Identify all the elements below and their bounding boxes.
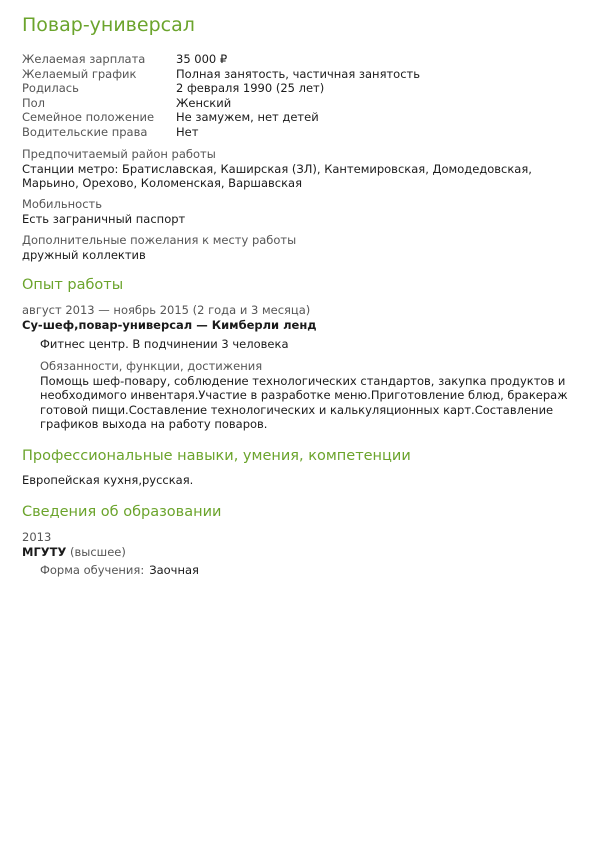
education-institution: МГУТУ: [22, 544, 67, 559]
education-level: (высшее): [66, 544, 126, 559]
wishes-label: Дополнительные пожелания к месту работы: [22, 233, 297, 247]
experience-duties-label: Обязанности, функции, достижения: [40, 359, 263, 373]
mobility-section: [22, 197, 578, 226]
education-year: 2013: [22, 530, 52, 544]
wishes-value: дружный коллектив: [22, 247, 146, 262]
experience-position: Су-шеф,повар-универсал: [22, 317, 193, 332]
skills-value: Европейская кухня,русская.: [22, 473, 194, 487]
mobility-value: Есть заграничный паспорт: [22, 211, 186, 226]
info-label: Желаемая зарплата: [22, 52, 146, 66]
experience-company-info-block: [22, 337, 578, 352]
district-label: Предпочитаемый район работы: [22, 147, 216, 161]
education-entry: [22, 530, 578, 559]
info-label: Родилась: [22, 81, 79, 96]
experience-period: август 2013 — ноябрь 2015 (2 года и 3 месяца): [22, 303, 311, 317]
district-section: [22, 147, 578, 191]
education-heading: Сведения об образовании: [22, 504, 222, 520]
info-label: Семейное положение: [22, 110, 155, 125]
info-value: 2 февраля 1990 (25 лет): [176, 81, 325, 96]
experience-title-line: [22, 318, 578, 333]
info-value: Нет: [176, 124, 199, 139]
personal-info-table: [22, 52, 420, 140]
skills-heading: Профессиональные навыки, умения, компетенции: [22, 448, 411, 464]
education-form-label: Форма обучения:: [40, 563, 145, 577]
info-value: Не замужем, нет детей: [176, 110, 319, 125]
info-label: Пол: [22, 95, 46, 110]
wishes-section: [22, 233, 578, 262]
info-value: Полная занятость, частичная занятость: [176, 66, 421, 81]
experience-entry: [22, 303, 578, 332]
resume-title: Повар-универсал: [22, 14, 195, 36]
education-form-block: [22, 563, 578, 578]
info-row-schedule: [22, 67, 420, 82]
info-value: Женский: [176, 95, 232, 110]
experience-separator: —: [192, 317, 212, 332]
experience-company: Кимберли ленд: [211, 317, 317, 332]
education-form: [40, 563, 578, 578]
info-row-driving-license: [22, 125, 420, 140]
info-row-birthdate: [22, 81, 420, 96]
info-row-gender: [22, 96, 420, 111]
district-value: Станции метро: Братиславская, Каширская (ЗЛ), Кантемировская, Домодедовская, Марьино, Орехово, Коломенская, Варшавская: [22, 161, 532, 191]
experience-heading: Опыт работы: [22, 277, 124, 293]
info-value: 35 000 ₽: [176, 52, 228, 66]
experience-duties: Помощь шеф-повару, соблюдение технологических стандартов, закупка продуктов и необходимого инвентаря.Участие в разработке меню.Приготовление блюд, бракераж готовой пищи.Составление технологических и калькуляционных карт.Составление графиков выхода на работу поваров.: [40, 373, 568, 432]
experience-duties-block: [22, 359, 578, 432]
info-label: Желаемый график: [22, 66, 137, 81]
info-row-marital-status: [22, 110, 420, 125]
skills-section: [22, 473, 578, 488]
info-row-salary: [22, 52, 420, 67]
experience-company-info: Фитнес центр. В подчинении 3 человека: [40, 337, 289, 351]
mobility-label: Мобильность: [22, 197, 103, 211]
education-form-value: Заочная: [149, 563, 199, 577]
education-institution-line: [22, 545, 578, 560]
info-label: Водительские права: [22, 124, 148, 139]
